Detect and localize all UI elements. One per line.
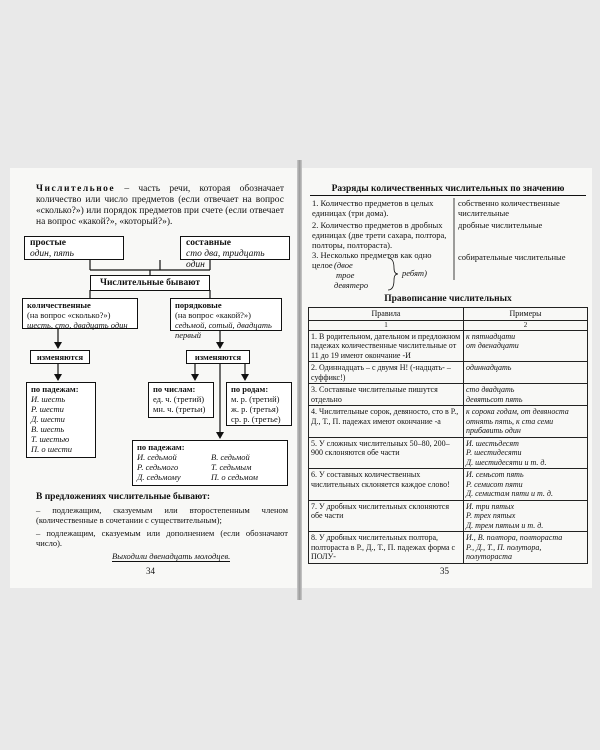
categories-title: Разряды количественных числительных по значению [310, 184, 586, 196]
collective-noun: ребят) [402, 268, 427, 278]
simple-title: простые [30, 238, 67, 248]
rule-cell: 5. У сложных числительных 50–80, 200–900 склоняются обе части [309, 437, 464, 469]
quantitative-question: (на вопрос «сколько?») [27, 310, 111, 320]
gender-row: м. р. (третий) [231, 394, 280, 404]
spelling-title: Правописание числительных [384, 294, 512, 304]
term: Числительное [36, 184, 116, 194]
page-number-right: 35 [440, 566, 449, 576]
case-row: Д. седьмому [137, 472, 181, 482]
changes-box-left [30, 350, 90, 364]
collective-example: (двое [334, 260, 353, 270]
table-row [309, 362, 588, 384]
case-row: Р. седьмого [137, 462, 179, 472]
case-row: И. шесть [31, 394, 66, 404]
ordinal-question: (на вопрос «какой?») [175, 310, 252, 320]
right-page [302, 168, 592, 588]
sentences-title: В предложениях числительные бывают: [36, 492, 210, 502]
number-row: ед. ч. (третий) [153, 394, 205, 404]
scheme-connectors [10, 168, 297, 588]
case-row: Т. седьмым [211, 462, 252, 472]
rule-cell: 3. Составные числительные пишутся отдельно [309, 384, 464, 406]
definition-text: – часть речи, которая обозначает количество или число предметов (если отвечает на вопрос «сколько?») или порядок предметов при счете (если отвечает на вопрос «какой?», «который?»). [36, 184, 284, 227]
quantitative-example: шесть, сто, двадцать один [27, 320, 128, 330]
table-row [309, 384, 588, 406]
category-rule: 2. Количество предметов в дробных единицах (две трети сахара, полтора, полторы, полтораста). [312, 220, 447, 250]
genders-box [226, 382, 292, 426]
collective-example: трое [336, 270, 355, 280]
table-row [309, 406, 588, 438]
category-name: дробные числительные [458, 220, 543, 230]
rule-cell: 2. Одиннадцать – с двумя Н! (-надцать- – суффикс!) [309, 362, 464, 384]
compound-box [180, 236, 290, 270]
rule-cell: 1. В родительном, дательном и предложном падежах количественные числительные от 11 до 19 имеют окончание -И [309, 330, 464, 362]
rule-cell: 8. У дробных числительных полтора, полтораста в Р., Д., Т., П. падежах форма с ПОЛУ- [309, 532, 464, 564]
sentences-example: Выходили двенадцать молодцев. [112, 551, 231, 561]
simple-box [24, 236, 124, 260]
case-row: П. о седьмом [211, 472, 258, 482]
center-label-box [90, 275, 210, 291]
quantitative-title: количественные [27, 300, 91, 310]
rule-cell: 7. У дробных числительных склоняются обе части [309, 500, 464, 532]
col-num: 2 [464, 320, 588, 330]
table-row [309, 469, 588, 501]
numbers-box [148, 382, 214, 418]
category-rule: 1. Количество предметов в целых единицах (три дома). [312, 198, 434, 218]
cases-left-title: по падежам: [31, 384, 79, 394]
case-row: Д. шести [31, 414, 65, 424]
table-row [309, 330, 588, 362]
sentences-item: – подлежащим, сказуемым или дополнением (если обозначают число). [36, 528, 288, 548]
col-num: 1 [309, 320, 464, 330]
case-row: В. седьмой [211, 452, 250, 462]
gender-row: ж. р. (третья) [231, 404, 279, 414]
ordinal-title: порядковые [175, 300, 222, 310]
number-row: мн. ч. (третьи) [153, 404, 206, 414]
col-head-examples: Примеры [464, 308, 588, 321]
cases-box-bottom [132, 440, 288, 486]
changes-label-left: изменяются [36, 352, 84, 362]
ordinal-box [170, 298, 282, 340]
rule-cell: 4. Числительные сорок, девяносто, сто в Р., Д., Т., П. падежах имеют окончание -а [309, 406, 464, 438]
simple-example: один, пять [30, 249, 74, 259]
case-row: И. седьмой [137, 452, 177, 462]
table-row [309, 437, 588, 469]
compound-title: составные [186, 238, 231, 248]
numbers-title: по числам: [153, 384, 196, 394]
category-name: собирательные числительные [458, 252, 566, 262]
col-head-rules: Правила [309, 308, 464, 321]
center-label: Числительные бывают [99, 278, 201, 288]
example-cell: сто двадцать девятьсот пять [464, 384, 588, 406]
genders-title: по родам: [231, 384, 269, 394]
example-cell: одиннадцать [464, 362, 588, 384]
case-row: Р. шести [31, 404, 64, 414]
example-cell: И. шестьдесят Р. шестидесяти Д. шестидесяти и т. д. [464, 437, 588, 469]
spelling-table [308, 307, 588, 564]
case-row: Т. шестью [31, 434, 70, 444]
ordinal-example: седьмой, сотый, двадцать первый [175, 320, 272, 340]
changes-box-right [186, 350, 250, 364]
example-cell: к пятнадцати от двенадцати [464, 330, 588, 362]
changes-label-right: изменяются [194, 352, 242, 362]
category-name: собственно количественные числительные [458, 198, 560, 218]
quantitative-box [22, 298, 138, 329]
cases-box-left [26, 382, 96, 458]
cases-bottom-title: по падежам: [137, 442, 185, 452]
example-cell: к сорока годам, от девяноста отнять пять, к ста семи прибавить один [464, 406, 588, 438]
case-row: П. о шести [31, 444, 73, 454]
example-cell: И. семьсот пять Р. семисот пяти Д. семистам пяти и т. д. [464, 469, 588, 501]
case-row: В. шесть [31, 424, 65, 434]
gender-row: ср. р. (третье) [231, 414, 281, 424]
table-row [309, 532, 588, 564]
page-number-left: 34 [146, 566, 155, 576]
table-row [309, 500, 588, 532]
collective-example: девятеро [334, 280, 369, 290]
compound-example: сто два, тридцать один [186, 249, 265, 270]
left-page [10, 168, 297, 588]
sentences-item: – подлежащим, сказуемым или второстепенным членом (количественные в сочетании с существительным); [36, 505, 288, 525]
example-cell: И. три пятых Р. трех пятых Д. трем пятым и т. д. [464, 500, 588, 532]
rule-cell: 6. У составных количественных числительных склоняется каждое слово! [309, 469, 464, 501]
category-rule: 3. Несколько предметов как одно целое [312, 250, 432, 270]
example-cell: И., В. полтора, полтораста Р., Д., Т., П. полутора, полутораста [464, 532, 588, 564]
